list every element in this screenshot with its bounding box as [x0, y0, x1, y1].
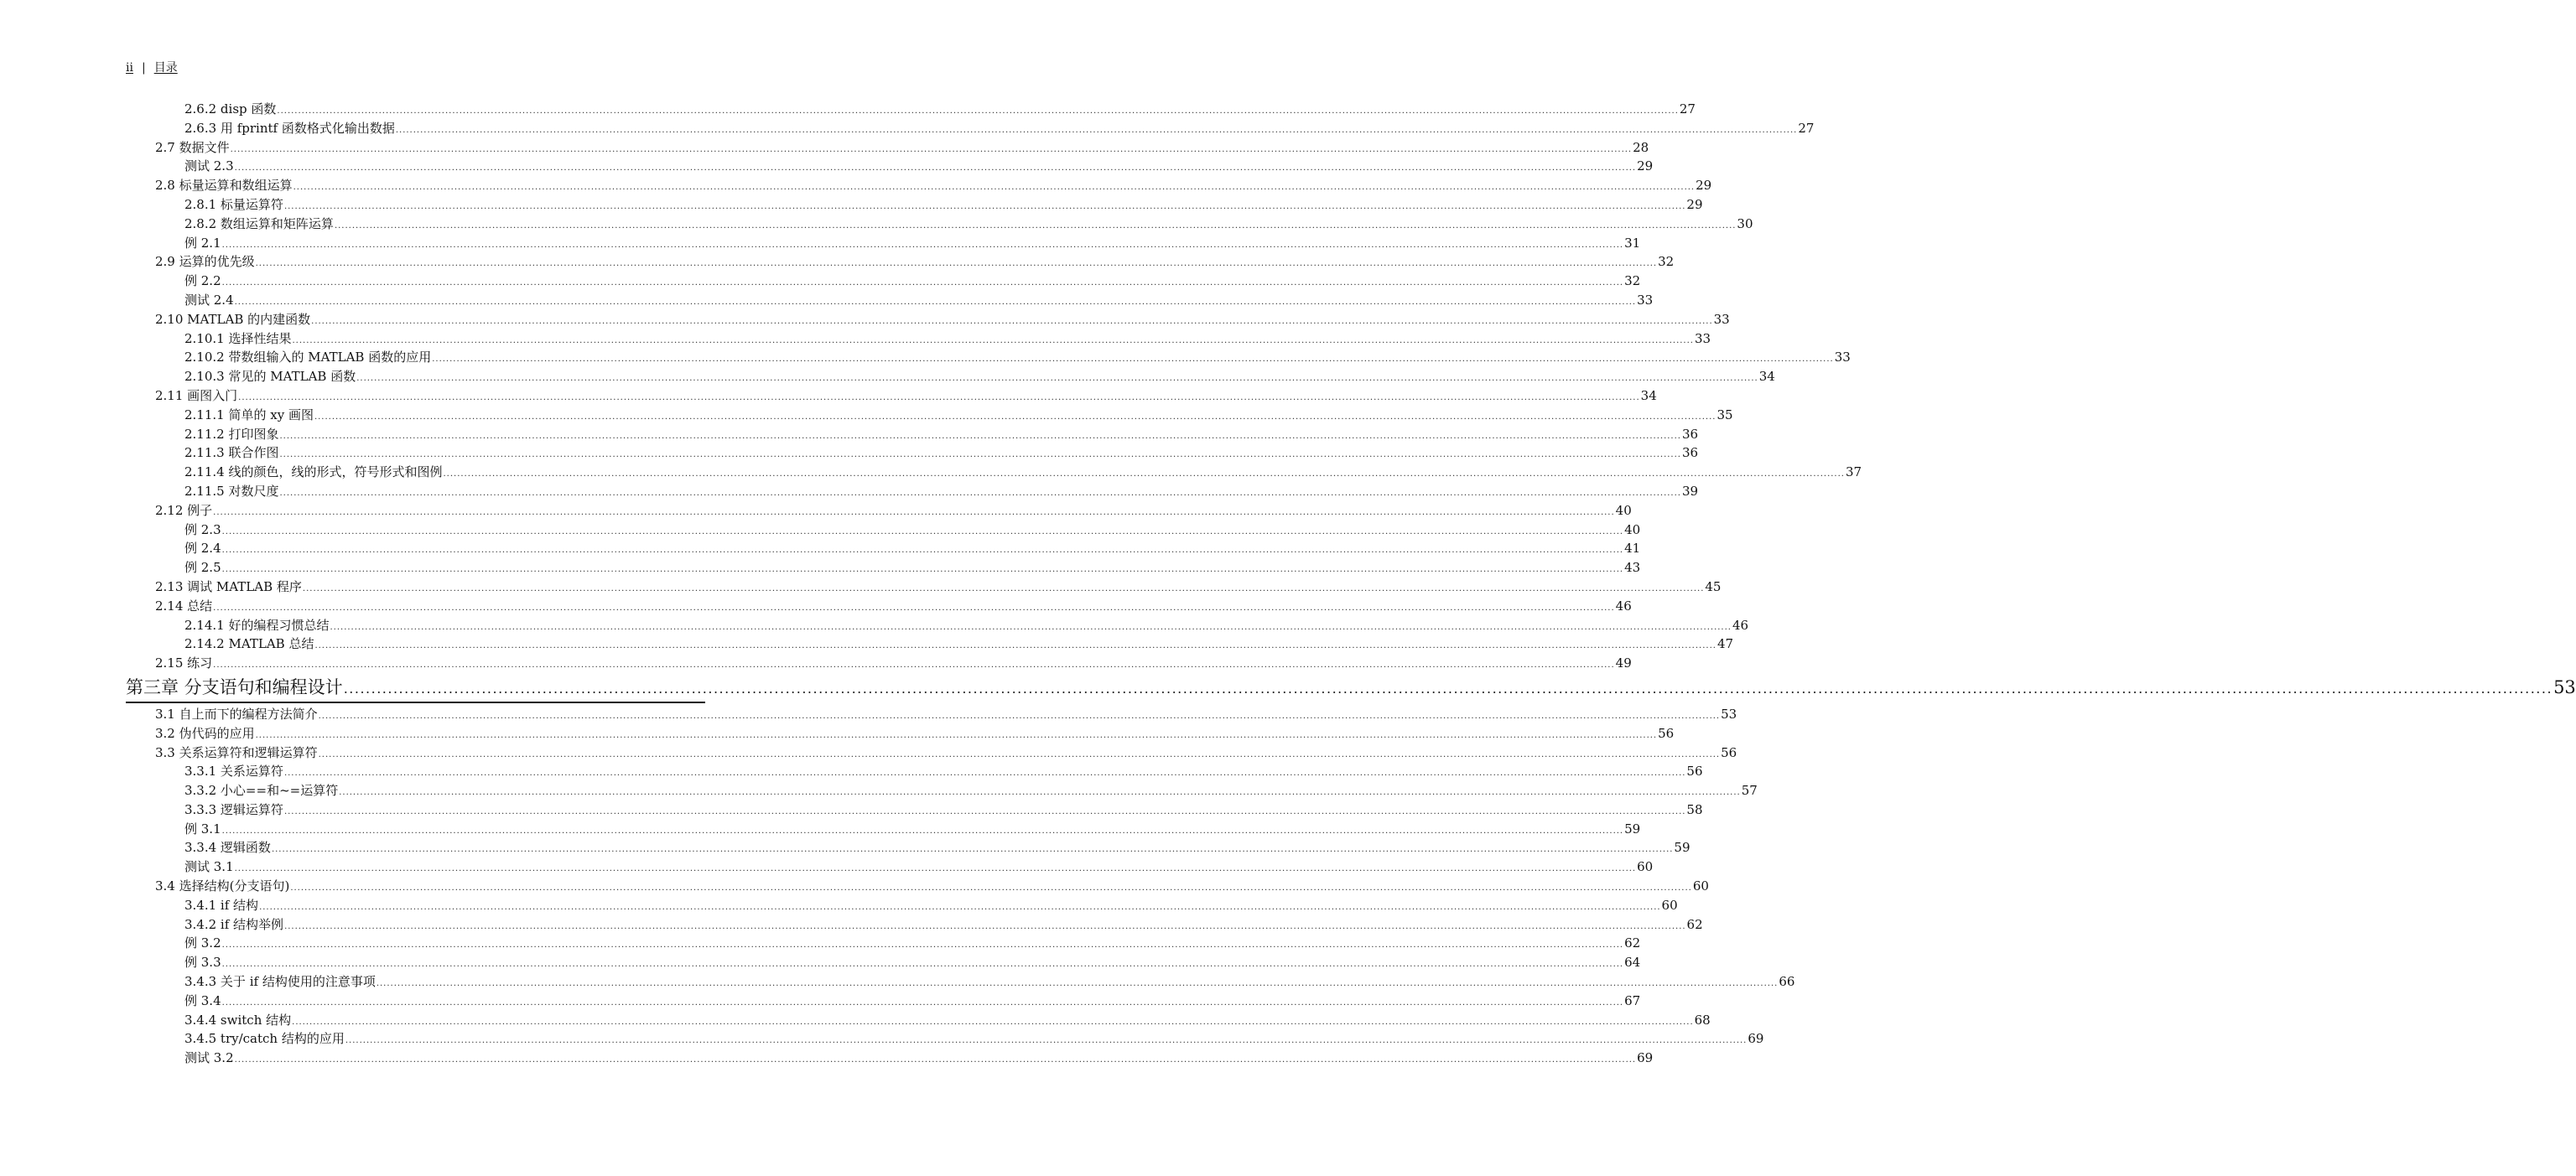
toc-leader-dots: ................................................................................................................................................................................................................................................................................................................................................................................................................ [376, 979, 1779, 989]
toc-entry-page: 64 [1624, 955, 1641, 971]
toc-entry-title: 测试 2.4 [184, 292, 234, 308]
toc-entry-page: 29 [1637, 158, 1654, 174]
toc-entry-title: 2.10.1 选择性结果 [184, 330, 292, 346]
toc-entry-title: 2.11.5 对数尺度 [184, 483, 279, 499]
toc-entry-page: 47 [1716, 636, 1734, 652]
toc-entry[interactable] [155, 597, 1632, 616]
toc-entry-title: 测试 2.3 [184, 158, 234, 174]
toc-entry-title: 2.14 总结 [155, 598, 213, 614]
header-page-number: ii [126, 61, 133, 75]
toc-entry-page: 30 [1737, 215, 1753, 231]
toc-leader-dots: ................................................................................................................................................................................................................................................................................................................................................................................................................ [395, 125, 1798, 135]
toc-entry-title: 3.3.1 关系运算符 [184, 764, 283, 780]
header-separator: | [141, 61, 146, 75]
toc-entry[interactable] [155, 386, 1657, 406]
toc-entry-page: 27 [1679, 101, 1696, 117]
toc-leader-dots: ................................................................................................................................................................................................................................................................................................................................................................................................................ [345, 1036, 1748, 1046]
toc-entry[interactable] [184, 119, 1815, 138]
toc-entry-page: 56 [1721, 744, 1737, 760]
toc-entry-title: 2.6.2 disp 函数 [184, 101, 277, 117]
toc-entry[interactable] [184, 838, 1690, 857]
toc-entry-page: 40 [1615, 502, 1632, 518]
toc-leader-dots: ................................................................................................................................................................................................................................................................................................................................................................................................................ [356, 374, 1758, 384]
toc-entry-page: 59 [1624, 821, 1641, 837]
toc-entry-title: 例 2.4 [184, 541, 221, 557]
toc-leader-dots: ................................................................................................................................................................................................................................................................................................................................................................................................................ [343, 680, 2553, 697]
toc-entry[interactable] [184, 195, 1703, 215]
toc-entry-title: 3.3.3 逻辑运算符 [184, 801, 283, 817]
toc-entry-page: 46 [1615, 598, 1632, 614]
toc-entry-page: 32 [1658, 254, 1675, 270]
toc-entry-title: 2.11.1 简单的 xy 画图 [184, 407, 314, 422]
toc-entry[interactable] [184, 443, 1699, 463]
toc-entry-page: 28 [1633, 139, 1649, 155]
toc-entry[interactable] [184, 558, 1641, 578]
toc-entry-title: 3.4.1 if 结构 [184, 897, 259, 913]
toc-entry[interactable] [184, 406, 1733, 425]
toc-entry-page: 53 [2553, 676, 2576, 697]
toc-entry-title: 2.8.1 标量运算符 [184, 196, 283, 212]
toc-entry-page: 33 [1713, 311, 1730, 327]
toc-entry-page: 37 [1845, 464, 1862, 480]
toc-entry[interactable] [184, 635, 1734, 654]
toc-entry[interactable] [184, 215, 1753, 234]
toc-entry-page: 35 [1716, 407, 1733, 422]
toc-leader-dots: ................................................................................................................................................................................................................................................................................................................................................................................................................ [283, 806, 1686, 816]
toc-entry[interactable] [184, 857, 1654, 877]
toc-entry[interactable] [184, 272, 1641, 291]
toc-entry[interactable] [184, 425, 1699, 444]
toc-leader-dots: ................................................................................................................................................................................................................................................................................................................................................................................................................ [255, 259, 1658, 269]
toc-entry-title: 3.3.4 逻辑函数 [184, 840, 271, 856]
toc-leader-dots: ................................................................................................................................................................................................................................................................................................................................................................................................................ [238, 392, 1640, 402]
toc-entry-title: 3.1 自上而下的编程方法简介 [155, 706, 318, 722]
toc-leader-dots: ................................................................................................................................................................................................................................................................................................................................................................................................................ [221, 565, 1624, 575]
toc-entry-title: 例 2.2 [184, 273, 221, 289]
toc-entry-page: 53 [1721, 706, 1737, 722]
toc-entry-page: 69 [1637, 1050, 1654, 1066]
toc-entry-title: 3.4.2 if 结构举例 [184, 916, 284, 932]
toc-entry[interactable] [184, 1011, 1711, 1030]
toc-entry-page: 69 [1748, 1031, 1764, 1047]
toc-entry-title: 2.6.3 用 fprintf 函数格式化输出数据 [184, 120, 395, 136]
toc-leader-dots: ................................................................................................................................................................................................................................................................................................................................................................................................................ [255, 730, 1658, 740]
toc-entry[interactable] [184, 972, 1795, 992]
toc-leader-dots: ................................................................................................................................................................................................................................................................................................................................................................................................................ [293, 183, 1696, 193]
toc-leader-dots: ................................................................................................................................................................................................................................................................................................................................................................................................................ [234, 1055, 1637, 1065]
toc-entry-title: 3.4.5 try/catch 结构的应用 [184, 1031, 345, 1047]
toc-entry-title: 2.10.2 带数组输入的 MATLAB 函数的应用 [184, 350, 432, 365]
toc-entry-title: 2.7 数据文件 [155, 139, 230, 155]
toc-entry-page: 56 [1686, 764, 1703, 780]
toc-entry[interactable] [184, 616, 1749, 635]
toc-entry-title: 测试 3.2 [184, 1050, 234, 1066]
toc-entry-title: 例 3.2 [184, 935, 221, 951]
toc-entry[interactable] [184, 934, 1641, 953]
toc-entry-page: 60 [1692, 878, 1709, 894]
toc-entry-page: 39 [1681, 483, 1699, 499]
toc-leader-dots: ................................................................................................................................................................................................................................................................................................................................................................................................................ [221, 960, 1624, 970]
toc-leader-dots: ................................................................................................................................................................................................................................................................................................................................................................................................................ [277, 106, 1679, 116]
toc-leader-dots: ................................................................................................................................................................................................................................................................................................................................................................................................................ [279, 488, 1681, 498]
toc-entry[interactable] [184, 800, 1703, 820]
toc-entry-title: 2.10.3 常见的 MATLAB 函数 [184, 369, 356, 385]
toc-entry[interactable] [184, 329, 1711, 349]
toc-leader-dots: ................................................................................................................................................................................................................................................................................................................................................................................................................ [284, 921, 1686, 931]
toc-entry[interactable] [155, 724, 1675, 743]
toc-entry-title: 3.3.2 小心==和~=运算符 [184, 783, 339, 799]
toc-entry-page: 62 [1686, 916, 1703, 932]
toc-leader-dots: ................................................................................................................................................................................................................................................................................................................................................................................................................ [221, 940, 1624, 951]
toc-entry-page: 34 [1640, 387, 1657, 403]
toc-leader-dots: ................................................................................................................................................................................................................................................................................................................................................................................................................ [318, 749, 1721, 759]
toc-entry-title: 2.11.3 联合作图 [184, 445, 279, 461]
toc-leader-dots: ................................................................................................................................................................................................................................................................................................................................................................................................................ [432, 355, 1834, 365]
toc-chapter-entry[interactable] [126, 673, 2576, 703]
header-section-title: 目录 [153, 61, 178, 75]
toc-leader-dots: ................................................................................................................................................................................................................................................................................................................................................................................................................ [213, 661, 1615, 671]
toc-entry-page: 43 [1624, 560, 1641, 576]
toc-entry-page: 60 [1637, 859, 1654, 875]
toc-entry[interactable] [184, 915, 1703, 935]
toc-entry-title: 2.12 例子 [155, 502, 213, 518]
toc-entry-title: 例 3.4 [184, 992, 221, 1008]
toc-entry-page: 45 [1705, 578, 1722, 594]
toc-entry-page: 32 [1624, 273, 1641, 289]
toc-entry-title: 例 3.1 [184, 821, 221, 837]
toc-entry-title: 第三章 分支语句和编程设计 [126, 676, 343, 697]
toc-leader-dots: ................................................................................................................................................................................................................................................................................................................................................................................................................ [213, 507, 1615, 517]
toc-entry[interactable] [155, 877, 1709, 896]
toc-entry[interactable] [184, 482, 1699, 501]
toc-entry[interactable] [184, 1029, 1764, 1049]
toc-entry-page: 29 [1686, 196, 1703, 212]
toc-leader-dots: ................................................................................................................................................................................................................................................................................................................................................................................................................ [311, 316, 1713, 326]
toc-entry-title: 3.3 关系运算符和逻辑运算符 [155, 744, 318, 760]
toc-entry[interactable] [184, 367, 1775, 386]
toc-leader-dots: ................................................................................................................................................................................................................................................................................................................................................................................................................ [271, 845, 1674, 855]
toc-leader-dots: ................................................................................................................................................................................................................................................................................................................................................................................................................ [221, 240, 1624, 250]
toc-entry-title: 3.2 伪代码的应用 [155, 725, 255, 741]
toc-entry-title: 2.8.2 数组运算和矩阵运算 [184, 215, 334, 231]
toc-entry[interactable] [184, 896, 1678, 915]
toc-entry[interactable] [184, 762, 1703, 781]
toc-leader-dots: ................................................................................................................................................................................................................................................................................................................................................................................................................ [302, 583, 1705, 593]
toc-entry-page: 34 [1758, 369, 1775, 385]
toc-entry-title: 测试 3.1 [184, 859, 234, 875]
toc-entry-page: 40 [1624, 521, 1641, 537]
toc-leader-dots: ................................................................................................................................................................................................................................................................................................................................................................................................................ [443, 469, 1845, 479]
toc-leader-dots: ................................................................................................................................................................................................................................................................................................................................................................................................................ [221, 278, 1624, 288]
toc-leader-dots: ................................................................................................................................................................................................................................................................................................................................................................................................................ [230, 144, 1633, 154]
toc-entry-page: 36 [1681, 426, 1699, 442]
toc-entry-page: 66 [1779, 974, 1795, 990]
toc-leader-dots: ................................................................................................................................................................................................................................................................................................................................................................................................................ [221, 526, 1624, 536]
toc-entry[interactable] [184, 781, 1758, 800]
toc-leader-dots: ................................................................................................................................................................................................................................................................................................................................................................................................................ [234, 163, 1637, 174]
toc-entry-title: 2.15 练习 [155, 655, 213, 671]
toc-entry[interactable] [155, 310, 1730, 329]
toc-entry[interactable] [155, 138, 1649, 158]
toc-entry-title: 3.4.3 关于 if 结构使用的注意事项 [184, 974, 376, 990]
toc-entry-page: 29 [1696, 178, 1712, 194]
toc-entry-title: 2.11.4 线的颜色，线的形式，符号形式和图例 [184, 464, 443, 480]
toc-entry-page: 56 [1658, 725, 1675, 741]
toc-entry-page: 33 [1637, 292, 1654, 308]
toc-entry[interactable] [184, 157, 1654, 176]
toc-entry-page: 31 [1624, 235, 1641, 251]
toc-entry-title: 例 3.3 [184, 955, 221, 971]
toc-entry-page: 33 [1834, 350, 1851, 365]
toc-entry[interactable] [184, 348, 1851, 367]
toc-entry[interactable] [155, 176, 1712, 195]
toc-entry[interactable] [155, 654, 1632, 673]
toc-entry[interactable] [184, 953, 1641, 972]
toc-entry-page: 41 [1624, 541, 1641, 557]
toc-entry-title: 2.11.2 打印图象 [184, 426, 279, 442]
toc-entry[interactable] [155, 252, 1675, 272]
toc-leader-dots: ................................................................................................................................................................................................................................................................................................................................................................................................................ [318, 711, 1721, 721]
toc-leader-dots: ................................................................................................................................................................................................................................................................................................................................................................................................................ [234, 297, 1637, 307]
toc-entry-title: 2.9 运算的优先级 [155, 254, 255, 270]
toc-entry-page: 33 [1694, 330, 1711, 346]
toc-leader-dots: ................................................................................................................................................................................................................................................................................................................................................................................................................ [330, 622, 1732, 632]
toc-entry[interactable] [155, 578, 1722, 597]
toc-entry-page: 27 [1798, 120, 1815, 136]
toc-entry-page: 46 [1732, 617, 1749, 633]
toc-leader-dots: ................................................................................................................................................................................................................................................................................................................................................................................................................ [292, 335, 1694, 345]
toc-entry[interactable] [184, 521, 1641, 540]
toc-entry-page: 59 [1674, 840, 1690, 856]
toc-entry[interactable] [184, 234, 1641, 253]
toc-entry[interactable] [155, 501, 1632, 521]
toc-entry-page: 58 [1686, 801, 1703, 817]
toc-leader-dots: ................................................................................................................................................................................................................................................................................................................................................................................................................ [334, 220, 1737, 231]
toc-entry[interactable] [184, 291, 1654, 310]
toc-entry-title: 例 2.5 [184, 560, 221, 576]
toc-entry-page: 62 [1624, 935, 1641, 951]
toc-entry-page: 49 [1615, 655, 1632, 671]
toc-entry-title: 3.4 选择结构(分支语句) [155, 878, 290, 894]
toc-entry-title: 2.13 调试 MATLAB 程序 [155, 578, 302, 594]
toc-entry-title: 2.14.2 MATLAB 总结 [184, 636, 314, 652]
toc-leader-dots: ................................................................................................................................................................................................................................................................................................................................................................................................................ [221, 546, 1624, 556]
toc-entry[interactable] [155, 705, 1737, 724]
toc-leader-dots: ................................................................................................................................................................................................................................................................................................................................................................................................................ [213, 603, 1615, 613]
toc-entry[interactable] [184, 100, 1696, 119]
toc-leader-dots: ................................................................................................................................................................................................................................................................................................................................................................................................................ [221, 997, 1624, 1008]
toc-entry-page: 36 [1681, 445, 1699, 461]
toc-entry-page: 60 [1661, 897, 1678, 913]
toc-entry-title: 2.11 画图入门 [155, 387, 238, 403]
toc-leader-dots: ................................................................................................................................................................................................................................................................................................................................................................................................................ [314, 412, 1716, 422]
toc-entry-page: 68 [1694, 1012, 1711, 1028]
toc-leader-dots: ................................................................................................................................................................................................................................................................................................................................................................................................................ [339, 788, 1741, 798]
toc-entry[interactable] [184, 463, 1862, 482]
toc-entry-title: 例 2.3 [184, 521, 221, 537]
toc-entry[interactable] [184, 820, 1641, 839]
toc-leader-dots: ................................................................................................................................................................................................................................................................................................................................................................................................................ [292, 1017, 1694, 1027]
toc-leader-dots: ................................................................................................................................................................................................................................................................................................................................................................................................................ [279, 450, 1681, 460]
toc-entry-page: 67 [1624, 992, 1641, 1008]
toc-leader-dots: ................................................................................................................................................................................................................................................................................................................................................................................................................ [314, 641, 1716, 651]
toc-entry[interactable] [184, 539, 1641, 558]
toc-entry[interactable] [155, 743, 1737, 763]
toc-entry-title: 2.14.1 好的编程习惯总结 [184, 617, 330, 633]
toc-leader-dots: ................................................................................................................................................................................................................................................................................................................................................................................................................ [259, 902, 1661, 912]
toc-entry-page: 57 [1741, 783, 1758, 799]
toc-leader-dots: ................................................................................................................................................................................................................................................................................................................................................................................................................ [283, 769, 1686, 779]
toc-entry-title: 例 2.1 [184, 235, 221, 251]
toc-entry-title: 2.10 MATLAB 的内建函数 [155, 311, 311, 327]
toc-leader-dots: ................................................................................................................................................................................................................................................................................................................................................................................................................ [234, 864, 1637, 874]
toc-entry-title: 2.8 标量运算和数组运算 [155, 178, 293, 194]
toc-leader-dots: ................................................................................................................................................................................................................................................................................................................................................................................................................ [290, 883, 1692, 894]
toc-leader-dots: ................................................................................................................................................................................................................................................................................................................................................................................................................ [279, 431, 1681, 441]
toc-entry[interactable] [184, 992, 1641, 1011]
toc-leader-dots: ................................................................................................................................................................................................................................................................................................................................................................................................................ [221, 826, 1624, 836]
toc-entry[interactable] [184, 1049, 1654, 1068]
table-of-contents [0, 100, 2576, 1068]
toc-leader-dots: ................................................................................................................................................................................................................................................................................................................................................................................................................ [283, 201, 1686, 211]
running-header [126, 60, 178, 75]
toc-entry-title: 3.4.4 switch 结构 [184, 1012, 292, 1028]
